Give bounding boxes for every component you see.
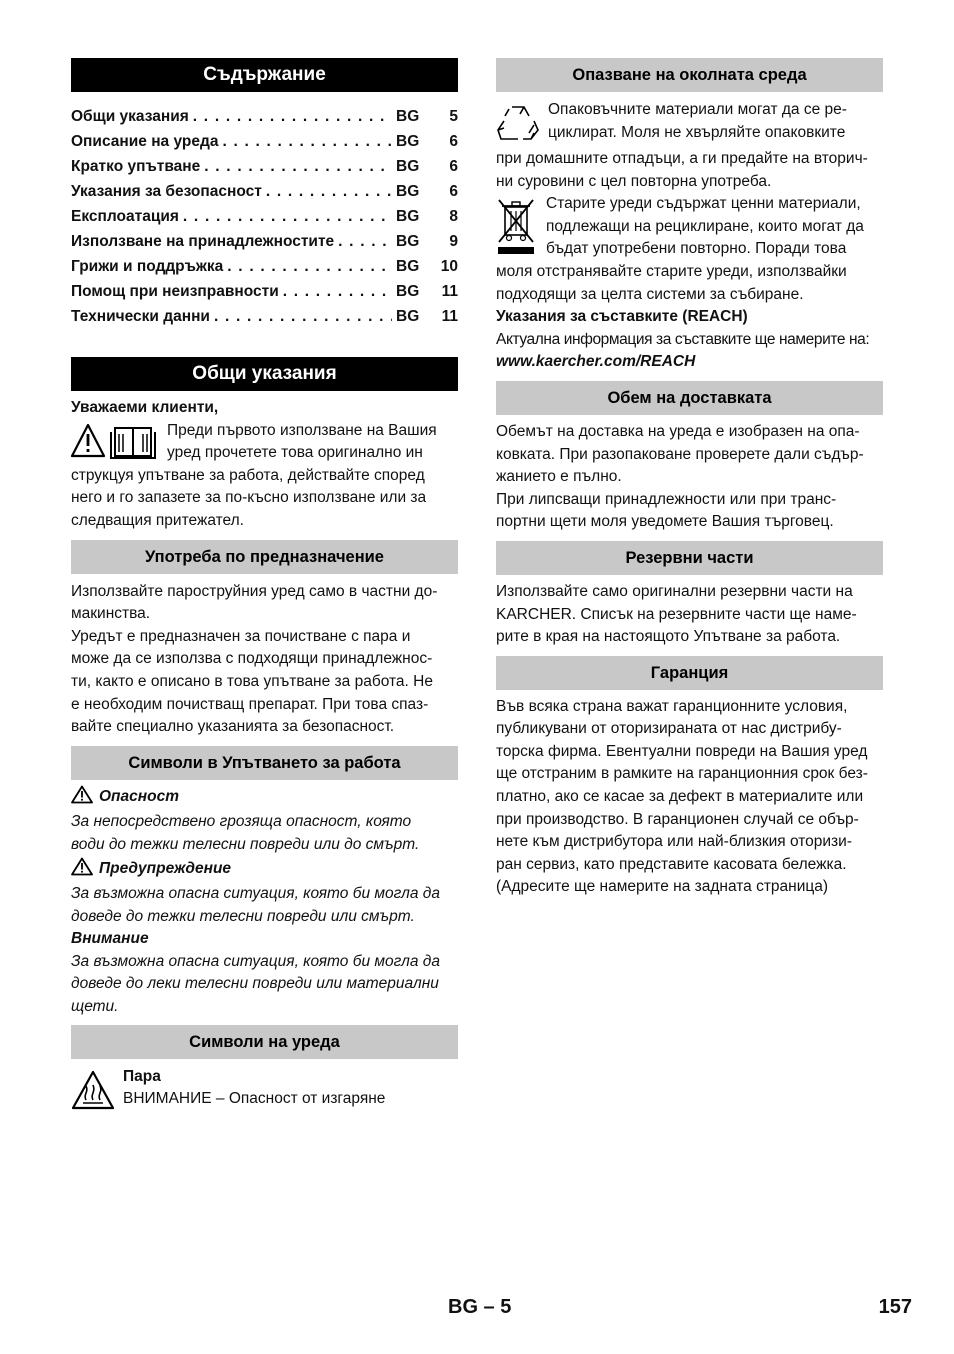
toc-title: Съдържание bbox=[71, 58, 458, 92]
delivery-text: Обемът на доставка на уреда е изобразен на опа- ковката. При разопаковане проверете дали съдър- жанието е пълно. При липсващи принадлежности или при транс- портни щети моля уведомете Вашия търговец. bbox=[496, 422, 864, 531]
toc-entry[interactable]: Общи указания . . . BG 5 bbox=[71, 104, 458, 129]
section-title-symbols-manual: Символи в Упътването за работа bbox=[71, 746, 458, 780]
recycling-icon bbox=[496, 103, 540, 148]
toc-entry[interactable]: Описание на уреда . . . BG 6 bbox=[71, 129, 458, 154]
section-title-environment: Опазване на околната среда bbox=[496, 58, 883, 92]
toc-entry[interactable]: Използване на принадлежностите . . . BG 9 bbox=[71, 229, 458, 254]
symbols-device-text bbox=[71, 1066, 458, 1111]
section-title-intended-use: Употреба по предназначение bbox=[71, 540, 458, 574]
warning-triangle-icon bbox=[71, 857, 93, 884]
footer-section-page: BG – 5 bbox=[448, 1296, 512, 1318]
section-title-symbols-device: Символи на уреда bbox=[71, 1025, 458, 1059]
toc-entry[interactable]: Технически данни . . . BG 11 bbox=[71, 304, 458, 329]
section-title-warranty: Гаранция bbox=[496, 656, 883, 690]
reach-text: Актуална информация за съставките ще намерите на: bbox=[496, 330, 870, 348]
steam-text: ВНИМАНИЕ – Опасност от изгаряне bbox=[123, 1090, 386, 1108]
reach-link[interactable]: www.kaercher.com/REACH bbox=[496, 353, 696, 371]
symbols-manual-text: Опасност За непосредствено грозяща опасност, която води до тежки телесни повреди или до смърт. Предупреждение За възможна опасна ситуация, която би могла да доведе до тежки телесни повреди или смърт. Внимание За възможна опасна ситуация, която би могла да доведе до леки телесни повреди или материални щети. bbox=[71, 785, 458, 1019]
greeting: Уважаеми клиенти, bbox=[71, 399, 219, 416]
section-title-delivery: Обем на доставката bbox=[496, 381, 883, 415]
steam-label: Пара bbox=[123, 1067, 161, 1085]
left-column bbox=[71, 58, 458, 1115]
toc-entry[interactable]: Указания за безопасност . . . BG 6 bbox=[71, 179, 458, 204]
section-title-spare-parts: Резервни части bbox=[496, 541, 883, 575]
reach-title: Указания за съставките (REACH) bbox=[496, 308, 748, 326]
toc-list bbox=[71, 104, 458, 329]
toc-entry[interactable]: Експлоатация . . . BG 8 bbox=[71, 204, 458, 229]
general-text: Преди първото използване на Вашия уред прочетете това оригинално ин струкцуя упътване за работа, действайте според него и го запазете за по-късно използване или за следващия притежател. bbox=[71, 421, 437, 529]
spare-parts-text: Използвайте само оригинални резервни части на KARCHER. Списък на резервните части ще наме- рите в края на настоящото Упътване за работа. bbox=[496, 582, 857, 646]
warning-label: Предупреждение bbox=[99, 859, 232, 877]
environment-weee-text: Старите уреди съдържат ценни материали, подлежащи на рециклиране, които могат да бъдат употребени повторно. Поради това моля отстранявайте старите уреди, използвайки подходящи за целта системи за събиране. bbox=[496, 195, 864, 303]
section-title-general: Общи указания bbox=[71, 357, 458, 391]
right-column bbox=[496, 58, 883, 899]
warranty-text: Във всяка страна важат гаранционните условия, публикувани от оторизираната от нас дистрибу- торска фирма. Евентуални повреди на Вашия уред ще отстраним в рамките на гаранционния срок без- платно, ако се касае за дефект в материалите или при производство. В гаранционен случай се обър- нете към дистрибутора или най-близкия оторизи- ран сервиз, като представите касовата бележка. (Адресите ще намерите на задната страница) bbox=[496, 697, 868, 896]
danger-label: Опасност bbox=[99, 787, 179, 805]
intended-use-text: Използвайте пароструйния уред само в частни до- макинства. Уредът е предназначен за почистване с пара и може да се използва с подходящи принадлежнос- ти, както е описано в това упътване за работа. Не е необходим почистващ препарат. При това спаз- вайте специално указанията за безопасност. bbox=[71, 582, 438, 736]
environment-recycle-text: Опаковъчните материали могат да се ре- циклират. Моля не хвърляйте опаковките при домашните отпадъци, а ги предайте на вторич- ни суровини с цел повторна употреба. bbox=[496, 101, 868, 190]
danger-triangle-icon bbox=[71, 785, 93, 812]
toc-entry[interactable]: Помощ при неизправности . . . BG 11 bbox=[71, 279, 458, 304]
toc-entry[interactable]: Кратко упътване . . . BG 6 bbox=[71, 154, 458, 179]
footer-page-number: 157 bbox=[878, 1296, 912, 1318]
toc-entry[interactable]: Грижи и поддръжка . . . BG 10 bbox=[71, 254, 458, 279]
warning-read-manual-icon bbox=[71, 422, 159, 465]
caution-label: Внимание bbox=[71, 930, 149, 948]
crossed-bin-icon bbox=[496, 197, 536, 260]
hot-steam-warning-icon bbox=[71, 1070, 115, 1115]
